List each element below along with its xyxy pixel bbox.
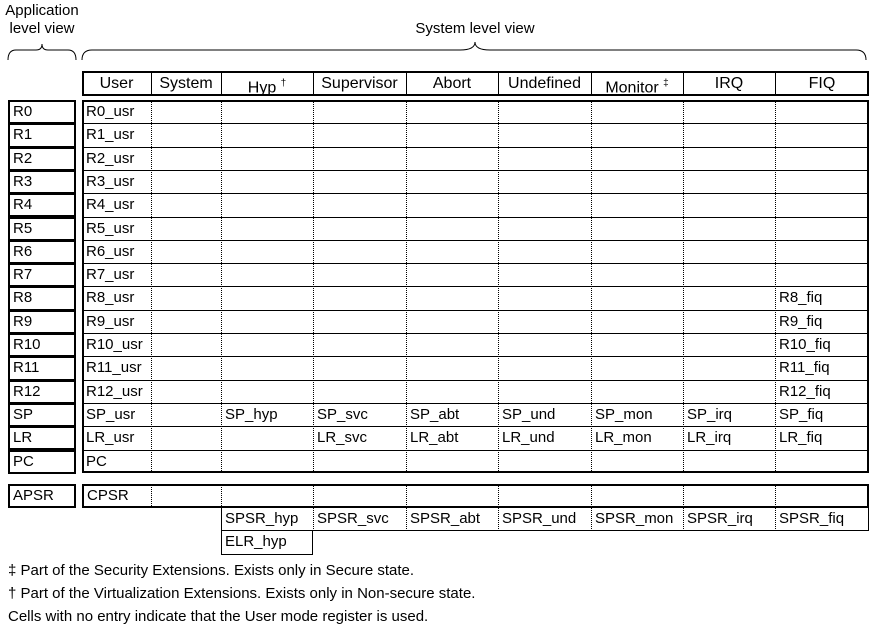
user-register-r3_usr: R3_usr xyxy=(86,172,135,190)
column-header-divider xyxy=(406,71,407,96)
fiq-register-r8: R8_fiq xyxy=(779,289,823,307)
elr-hyp-register: ELR_hyp xyxy=(225,533,287,550)
app-register-r8: R8 xyxy=(8,286,76,310)
user-register-r7_usr: R7_usr xyxy=(86,266,135,284)
col-fiq-header xyxy=(775,73,869,95)
lr-und-register: LR_und xyxy=(502,429,555,447)
table-row-divider xyxy=(82,123,869,124)
sp-und-register: SP_und xyxy=(502,405,556,423)
col-monitor-label: Monitor xyxy=(605,79,659,97)
table-row-divider xyxy=(82,426,869,427)
col-fiq-label: FIQ xyxy=(808,75,836,92)
application-brace xyxy=(8,44,76,60)
app-register-r7: R7 xyxy=(8,263,76,287)
app-register-r5: R5 xyxy=(8,217,76,241)
user-register-r9_usr: R9_usr xyxy=(86,312,135,330)
col-irq-label: IRQ xyxy=(714,75,744,92)
user-register-r1_usr: R1_usr xyxy=(86,126,135,144)
user-register-r12_usr: R12_usr xyxy=(86,382,143,400)
column-header-divider xyxy=(591,71,592,96)
table-row-divider xyxy=(82,286,869,287)
col-undefined-header xyxy=(498,73,591,95)
spsr-mon-register: SPSR_mon xyxy=(595,510,674,527)
lr-mon-register: LR_mon xyxy=(595,429,652,447)
table-row-divider xyxy=(82,263,869,264)
col-system-label: System xyxy=(159,75,213,92)
spsr-irq-register: SPSR_irq xyxy=(687,510,753,527)
column-header-divider xyxy=(498,71,499,96)
user-register-r2_usr: R2_usr xyxy=(86,149,135,167)
user-register-r4_usr: R4_usr xyxy=(86,196,135,214)
app-register-r11: R11 xyxy=(8,356,76,380)
app-register-r6: R6 xyxy=(8,240,76,264)
app-register-r10: R10 xyxy=(8,333,76,357)
fiq-register-r9: R9_fiq xyxy=(779,312,823,330)
app-register-r12: R12 xyxy=(8,380,76,404)
app-register-r9: R9 xyxy=(8,310,76,334)
sp-abt-register: SP_abt xyxy=(410,405,460,423)
user-register-r11_usr: R11_usr xyxy=(86,359,142,377)
system-brace xyxy=(82,42,866,60)
col-user-label: User xyxy=(99,75,134,92)
table-row-divider xyxy=(82,170,869,171)
app-register-sp: SP xyxy=(8,403,76,427)
footnote-security: ‡ Part of the Security Extensions. Exists only in Secure state. xyxy=(8,562,415,579)
col-supervisor-header xyxy=(313,73,406,95)
sp-mon-register: SP_mon xyxy=(595,405,653,423)
app-register-pc: PC xyxy=(8,450,76,474)
app-register-lr: LR xyxy=(8,426,76,450)
spsr-hyp-register: SPSR_hyp xyxy=(225,510,299,527)
cpsr-register: CPSR xyxy=(87,487,129,504)
sp-svc-register: SP_svc xyxy=(317,405,368,423)
braces xyxy=(0,0,877,80)
col-system-header xyxy=(151,73,221,95)
table-row-divider xyxy=(82,147,869,148)
user-register-r0_usr: R0_usr xyxy=(86,103,135,120)
column-header-divider xyxy=(151,71,152,96)
table-row-divider xyxy=(82,403,869,404)
app-register-r2: R2 xyxy=(8,147,76,171)
monitor-ddagger-mark: ‡ xyxy=(663,78,669,89)
app-register-r0: R0 xyxy=(8,100,76,124)
column-header-divider xyxy=(221,71,222,96)
sp-hyp-register: SP_hyp xyxy=(225,405,278,423)
table-row-divider xyxy=(82,240,869,241)
col-supervisor-label: Supervisor xyxy=(321,75,398,92)
user-register-pc: PC xyxy=(86,452,107,470)
col-hyp-label: Hyp xyxy=(247,79,277,97)
col-abort-header xyxy=(406,73,498,95)
application-level-view-label: Application level view xyxy=(5,2,79,37)
table-row-divider xyxy=(82,193,869,194)
lr-abt-register: LR_abt xyxy=(410,429,459,447)
col-irq-header xyxy=(683,73,775,95)
user-register-r10_usr: R10_usr xyxy=(86,336,143,353)
table-row-divider xyxy=(82,380,869,381)
column-header-divider xyxy=(683,71,684,96)
app-register-r4: R4 xyxy=(8,193,76,217)
lr-irq-register: LR_irq xyxy=(687,429,732,447)
fiq-register-sp: SP_fiq xyxy=(779,405,824,423)
fiq-register-r10: R10_fiq xyxy=(779,336,831,353)
col-undefined-label: Undefined xyxy=(508,75,581,92)
user-register-lr_usr: LR_usr xyxy=(86,429,135,447)
fiq-register-r11: R11_fiq xyxy=(779,359,830,377)
table-row-divider xyxy=(82,310,869,311)
user-register-sp_usr: SP_usr xyxy=(86,405,136,423)
col-monitor-header xyxy=(591,73,683,99)
col-abort-label: Abort xyxy=(432,75,472,92)
column-header-divider xyxy=(313,71,314,96)
app-register-r3: R3 xyxy=(8,170,76,194)
table-row-divider xyxy=(82,217,869,218)
table-column-divider xyxy=(151,100,152,473)
spsr-fiq-register: SPSR_fiq xyxy=(779,510,845,527)
footnote-virtualization: † Part of the Virtualization Extensions. Exists only in Non-secure state. xyxy=(8,585,476,602)
fiq-register-lr: LR_fiq xyxy=(779,429,823,447)
cpsr-row xyxy=(82,484,869,508)
col-user-header xyxy=(82,73,151,95)
user-register-r6_usr: R6_usr xyxy=(86,242,135,260)
fiq-register-r12: R12_fiq xyxy=(779,382,831,400)
spsr-svc-register: SPSR_svc xyxy=(317,510,389,527)
footnote-empty-cells: Cells with no entry indicate that the User mode register is used. xyxy=(8,608,429,625)
spsr-abt-register: SPSR_abt xyxy=(410,510,481,527)
apsr-register: APSR xyxy=(8,484,76,508)
column-header-divider xyxy=(775,71,776,96)
col-hyp-header xyxy=(221,73,313,99)
user-register-r5_usr: R5_usr xyxy=(86,219,135,237)
app-register-r1: R1 xyxy=(8,123,76,147)
system-level-view-label: System level view xyxy=(415,20,535,37)
lr-svc-register: LR_svc xyxy=(317,429,368,447)
table-row-divider xyxy=(82,333,869,334)
spsr-und-register: SPSR_und xyxy=(502,510,577,527)
cpsr-divider xyxy=(151,484,152,508)
cpsr-divider xyxy=(221,484,222,508)
hyp-dagger-mark: † xyxy=(280,78,287,89)
table-row-divider xyxy=(82,356,869,357)
sp-irq-register: SP_irq xyxy=(687,405,733,423)
table-row-divider xyxy=(82,450,869,451)
user-register-r8_usr: R8_usr xyxy=(86,289,135,307)
